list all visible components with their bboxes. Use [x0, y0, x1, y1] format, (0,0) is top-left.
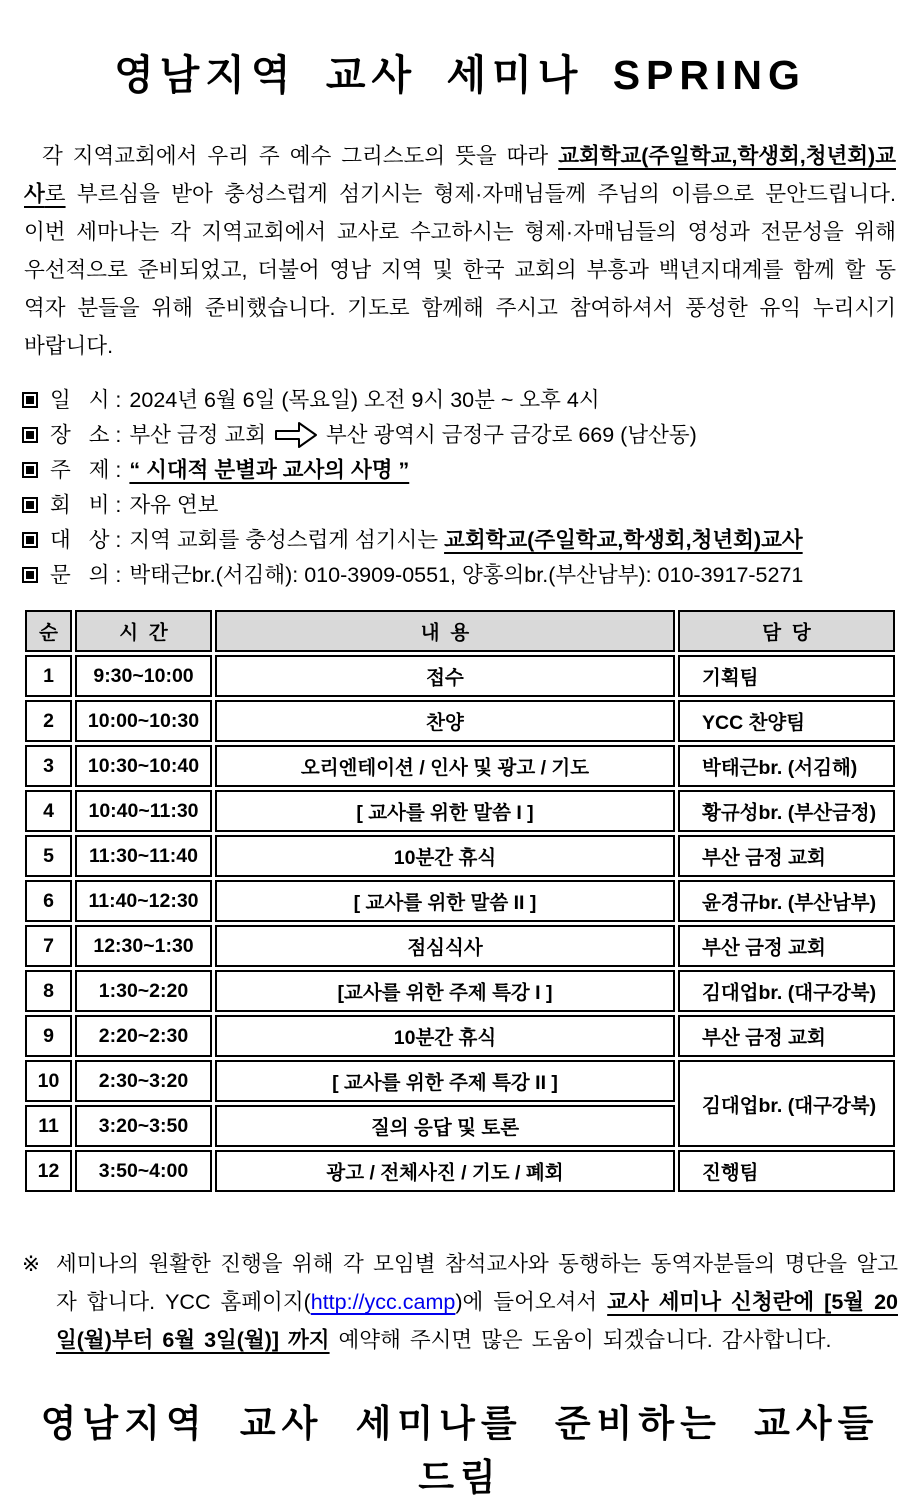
table-row	[25, 745, 895, 787]
square-bullet-icon	[22, 392, 38, 408]
square-bullet-icon	[22, 567, 38, 583]
cell-manager: 윤경규br. (부산남부)	[678, 880, 895, 922]
table-row	[25, 835, 895, 877]
cell-no: 8	[25, 970, 72, 1012]
cell-time: 9:30~10:00	[75, 655, 212, 697]
cell-content: 광고 / 전체사진 / 기도 / 폐회	[215, 1150, 675, 1192]
table-row	[25, 790, 895, 832]
cell-content: 10분간 휴식	[215, 835, 675, 877]
notice-text-3: 예약해 주시면 많은 도움이 되겠습니다. 감사합니다.	[329, 1328, 832, 1353]
detail-topic	[22, 453, 898, 488]
detail-location	[22, 418, 898, 453]
cell-time: 1:30~2:20	[75, 970, 212, 1012]
cell-no: 2	[25, 700, 72, 742]
cell-time: 10:30~10:40	[75, 745, 212, 787]
cell-no: 9	[25, 1015, 72, 1057]
square-bullet-icon	[22, 497, 38, 513]
intro-underline-suffix: 로	[44, 182, 66, 207]
cell-content: 질의 응답 및 토론	[215, 1105, 675, 1147]
cell-content: 접수	[215, 655, 675, 697]
cell-no: 10	[25, 1060, 72, 1102]
table-row	[25, 1015, 895, 1057]
detail-target-value: 교회학교(주일학교,학생회,청년회)교사	[444, 528, 803, 553]
cell-content: 찬양	[215, 700, 675, 742]
cell-no: 7	[25, 925, 72, 967]
schedule-table	[22, 607, 898, 1195]
col-header-manager: 담 당	[678, 610, 895, 652]
detail-label: 주 제 :	[50, 458, 122, 483]
cell-content: 점심식사	[215, 925, 675, 967]
notice-text-2: )에 들어오셔서	[455, 1290, 608, 1315]
cell-time: 10:00~10:30	[75, 700, 212, 742]
notice-bold-deadline: 교사 세미나 신청란에 [5월 20일(월)부터 6월 3일(월)] 까지	[56, 1290, 898, 1353]
table-row	[25, 655, 895, 697]
cell-time: 11:30~11:40	[75, 835, 212, 877]
detail-target	[22, 523, 898, 558]
cell-manager: 부산 금정 교회	[678, 925, 895, 967]
table-row	[25, 970, 895, 1012]
intro-text-1: 각 지역교회에서 우리 주 예수 그리스도의 뜻을 따라	[42, 144, 559, 169]
cell-content: 오리엔테이션 / 인사 및 광고 / 기도	[215, 745, 675, 787]
right-arrow-icon	[274, 421, 318, 449]
table-row	[25, 1150, 895, 1192]
cell-manager: 황규성br. (부산금정)	[678, 790, 895, 832]
cell-no: 12	[25, 1150, 72, 1192]
signature-line: 영남지역 교사 세미나를 준비하는 교사들 드림	[40, 1403, 880, 1499]
notice-text	[56, 1245, 898, 1359]
intro-text-2: 부르심을 받아 충성스럽게 섬기시는 형제·자매님들께 주님의 이름으로 문안드립니다. 이번 세마나는 각 지역교회에서 교사로 수고하시는 형제·자매님들의 영성과 전문성을 위해 우선적으로 준비되었고, 더불어 영남 지역 및 한국 교회의 부흥과 백년지대계를 함께 할 동역자 분들을 위해 준비했습니다. 기도로 함께해 주시고 참여하셔서 풍성한 유익 누리시기 바랍니다.	[24, 182, 896, 359]
detail-location-address: 부산 광역시 금정구 금강로 669 (남산동)	[325, 423, 697, 448]
detail-label: 일 시 :	[50, 388, 122, 413]
cell-content: [ 교사를 위한 말씀 II ]	[215, 880, 675, 922]
cell-no: 5	[25, 835, 72, 877]
cell-time: 11:40~12:30	[75, 880, 212, 922]
col-header-content: 내 용	[215, 610, 675, 652]
detail-datetime-value: 2024년 6월 6일 (목요일) 오전 9시 30분 ~ 오후 4시	[129, 388, 600, 413]
table-row	[25, 925, 895, 967]
detail-label: 회 비 :	[50, 493, 122, 518]
cell-manager: 부산 금정 교회	[678, 1015, 895, 1057]
cell-manager: 진행팀	[678, 1150, 895, 1192]
ycc-homepage-link[interactable]: http://ycc.camp	[310, 1290, 456, 1315]
notice-text-1: 세미나의 원활한 진행을 위해 각 모임별 참석교사와 동행하는 동역자분들의 명단을 알고자 합니다. YCC 홈페이지(	[56, 1252, 898, 1315]
square-bullet-icon	[22, 427, 38, 443]
cell-content: 10분간 휴식	[215, 1015, 675, 1057]
table-row	[25, 880, 895, 922]
table-header-row	[25, 610, 895, 652]
cell-no: 3	[25, 745, 72, 787]
cell-time: 3:20~3:50	[75, 1105, 212, 1147]
cell-manager: 기획팀	[678, 655, 895, 697]
col-header-no: 순	[25, 610, 72, 652]
cell-manager: 박태근br. (서김해)	[678, 745, 895, 787]
cell-no: 4	[25, 790, 72, 832]
registration-notice	[22, 1245, 898, 1359]
cell-content: [ 교사를 위한 말씀 I ]	[215, 790, 675, 832]
cell-manager: 부산 금정 교회	[678, 835, 895, 877]
cell-no: 1	[25, 655, 72, 697]
detail-label: 장 소 :	[50, 423, 122, 448]
table-row	[25, 1060, 895, 1102]
detail-contact	[22, 558, 898, 593]
cell-content: [ 교사를 위한 주제 특강 II ]	[215, 1060, 675, 1102]
cell-manager-merged: 김대업br. (대구강북)	[678, 1060, 895, 1147]
detail-fee	[22, 488, 898, 523]
cell-time: 12:30~1:30	[75, 925, 212, 967]
detail-topic-value: “ 시대적 분별과 교사의 사명 ”	[129, 458, 410, 483]
cell-no: 6	[25, 880, 72, 922]
square-bullet-icon	[22, 532, 38, 548]
intro-paragraph	[24, 137, 896, 365]
seminar-details-list	[22, 383, 898, 593]
page-title: 영남지역 교사 세미나 SPRING	[114, 52, 806, 98]
cell-manager: YCC 찬양팀	[678, 700, 895, 742]
detail-location-place: 부산 금정 교회	[129, 423, 266, 448]
table-row	[25, 700, 895, 742]
col-header-time: 시 간	[75, 610, 212, 652]
cell-content: [교사를 위한 주제 특강 I ]	[215, 970, 675, 1012]
cell-time: 10:40~11:30	[75, 790, 212, 832]
cell-time: 2:20~2:30	[75, 1015, 212, 1057]
square-bullet-icon	[22, 462, 38, 478]
detail-contact-value: 박태근br.(서김해): 010-3909-0551, 양홍의br.(부산남부): 010-3917-5271	[129, 563, 804, 588]
detail-fee-value: 자유 연보	[129, 493, 219, 518]
cell-no: 11	[25, 1105, 72, 1147]
cell-manager: 김대업br. (대구강북)	[678, 970, 895, 1012]
detail-target-prefix: 지역 교회를 충성스럽게 섬기시는	[129, 528, 445, 553]
intro-bold-phrase: 교회학교(주일학교,학생회,청년회)교사	[24, 144, 896, 207]
detail-datetime	[22, 383, 898, 418]
detail-label: 문 의 :	[50, 563, 122, 588]
reference-mark-icon: ※	[22, 1252, 41, 1277]
cell-time: 3:50~4:00	[75, 1150, 212, 1192]
detail-label: 대 상 :	[50, 528, 122, 553]
cell-time: 2:30~3:20	[75, 1060, 212, 1102]
